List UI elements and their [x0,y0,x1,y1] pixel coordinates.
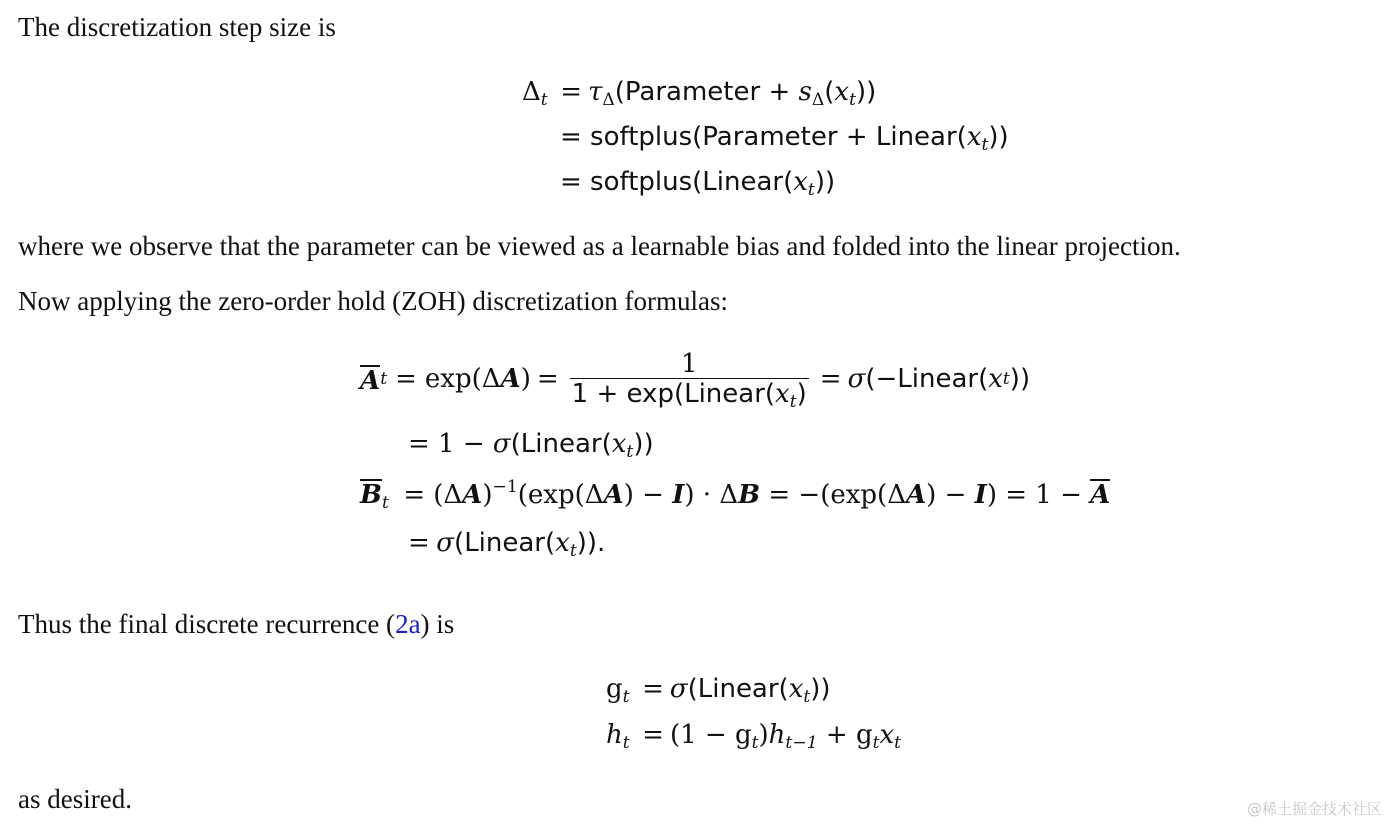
fraction: $\frac{1}{1 + \exp(Linear(x_t)}$ [571,348,807,412]
eq2-bbar-line1: $B_t = (\Delta A)^{-1}(\exp(\Delta A) - I) \cdot \Delta B = -(\exp(\Delta A) - I) = 1 - A$ [360,476,1111,513]
watermark: @稀土掘金技术社区 [1246,800,1382,818]
paragraph-conclusion: as desired. [18,784,132,814]
eq2-bbar-line2: = $\sigma(Linear(x_t))$. [408,528,606,561]
eq2-abar-line1: A t = exp( Δ A ) = $\frac{1}{1 + \exp(Linear(x_t)}$ = σ (−Linear( x t )) [360,348,1031,412]
eq2-abar-line2: = $1 - \sigma(Linear(x_t))$ [408,429,654,462]
paragraph-recurrence: Thus the final discrete recurrence (2a) is [18,609,455,639]
eq3-line1: $g_t$ = $\sigma(Linear(x_t))$ [606,674,831,707]
eq1-line3: = $softplus(Linear(x_t))$ [560,167,836,200]
eq1-line1: $\Delta_t$ = $\tau_\Delta(Parameter + s_\Delta(x_t))$ [522,77,877,110]
eq3-line2: $h_t = (1 - g_t)h_{t-1} + g_tx_t$ [606,720,902,753]
paragraph-zoh: Now applying the zero-order hold (ZOH) discretization formulas: [18,286,729,316]
paragraph-intro: The discretization step size is [18,12,336,42]
eq1-line2: = softplus(Parameter + $Linear(x_t)$) [560,122,1009,155]
equation-ref-link[interactable]: 2a [395,609,421,639]
paragraph-bias: where we observe that the parameter can be viewed as a learnable bias and folded into the linear projection. [18,231,1181,261]
